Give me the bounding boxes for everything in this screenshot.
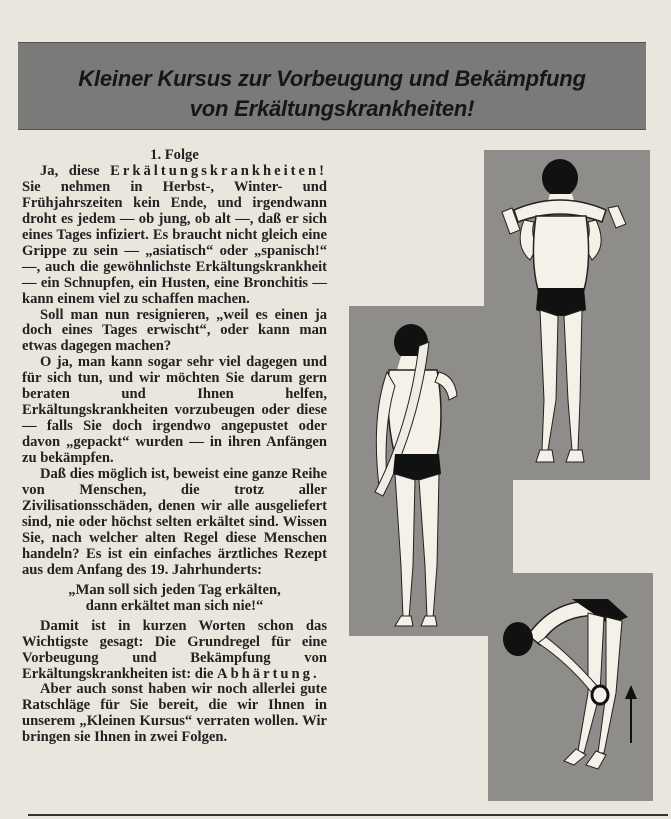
- quote-line-1: „Man soll sich jeden Tag erkälten,: [68, 581, 281, 598]
- paragraph-1: [22, 164, 327, 308]
- article-body: [22, 148, 327, 746]
- paragraph-1-start: Ja, diese: [40, 162, 111, 179]
- paragraph-5: [22, 619, 327, 683]
- paragraph-3: O ja, man kann sogar sehr viel dagegen und für sich tun, und wir möchten Sie darum gern beraten und Ihnen helfen, Erkältungskrankheiten vorzubeugen oder diese — falls Sie doch irgendwo angepustet oder davon „gepackt“ wurden — in ihren Anfängen zu bekämpfen.: [22, 354, 327, 467]
- article-heading: 1. Folge: [150, 147, 199, 163]
- paragraph-2: Soll man nun resignieren, „weil es einen ja doch eines Tages erwischt“, oder kann man etwas dagegen machen?: [22, 306, 327, 355]
- title-banner: [18, 42, 646, 130]
- paragraph-5-emphasis: Abhärtung.: [217, 665, 320, 682]
- title-line-1: Kleiner Kursus zur Vorbeugung und Bekämpfung: [78, 66, 586, 91]
- paragraph-5-start: Damit ist in kurzen Worten schon das Wichtigste gesagt: Die Grundregel für eine Vorbeugung und Bekämpfung von Erkältungskrankheiten ist: die: [22, 617, 327, 682]
- figure-bending-over-illustration: [488, 573, 653, 801]
- quote: [22, 583, 327, 615]
- paragraph-4: Daß dies möglich ist, beweist eine ganze Reihe von Menschen, die trotz aller Zivilisationsschäden, denen wir alle ausgeliefert sind, nie oder höchst selten erkältet sind. Wissen Sie, nach welcher alten Regel diese Menschen handeln? Es ist ein einfaches ärztliches Rezept aus dem Anfang des 19. Jahrhunderts:: [22, 466, 327, 578]
- paragraph-1-rest: Sie nehmen in Herbst-, Winter- und Frühjahrszeiten kein Ende, und irgendwann droht es jedem — ob jung, ob alt —, daß er sich eines Tages infiziert. Es braucht nicht gleich eine Grippe zu sein — „asiatisch“ oder „spanisch!“ —, auch die gewöhnlichste Erkältungskrankheit — ein Schnupfen, ein Husten, eine Bronchitis — kann einem viel zu schaffen machen.: [22, 178, 327, 307]
- paragraph-6: Aber auch sonst haben wir noch allerlei gute Ratschläge für Sie bereit, die wir Ihnen in unserem „Kleinen Kursus“ verraten wollen. Wir bringen sie Ihnen in zwei Folgen.: [22, 681, 327, 746]
- bottom-rule: [28, 814, 668, 816]
- title-line-2: von Erkältungskrankheiten!: [189, 96, 475, 121]
- quote-line-2: dann erkältet man sich nie!“: [85, 597, 264, 614]
- figure-bending-over: [488, 573, 653, 801]
- paragraph-1-emphasis: Erkältungskrankheiten!: [110, 162, 327, 179]
